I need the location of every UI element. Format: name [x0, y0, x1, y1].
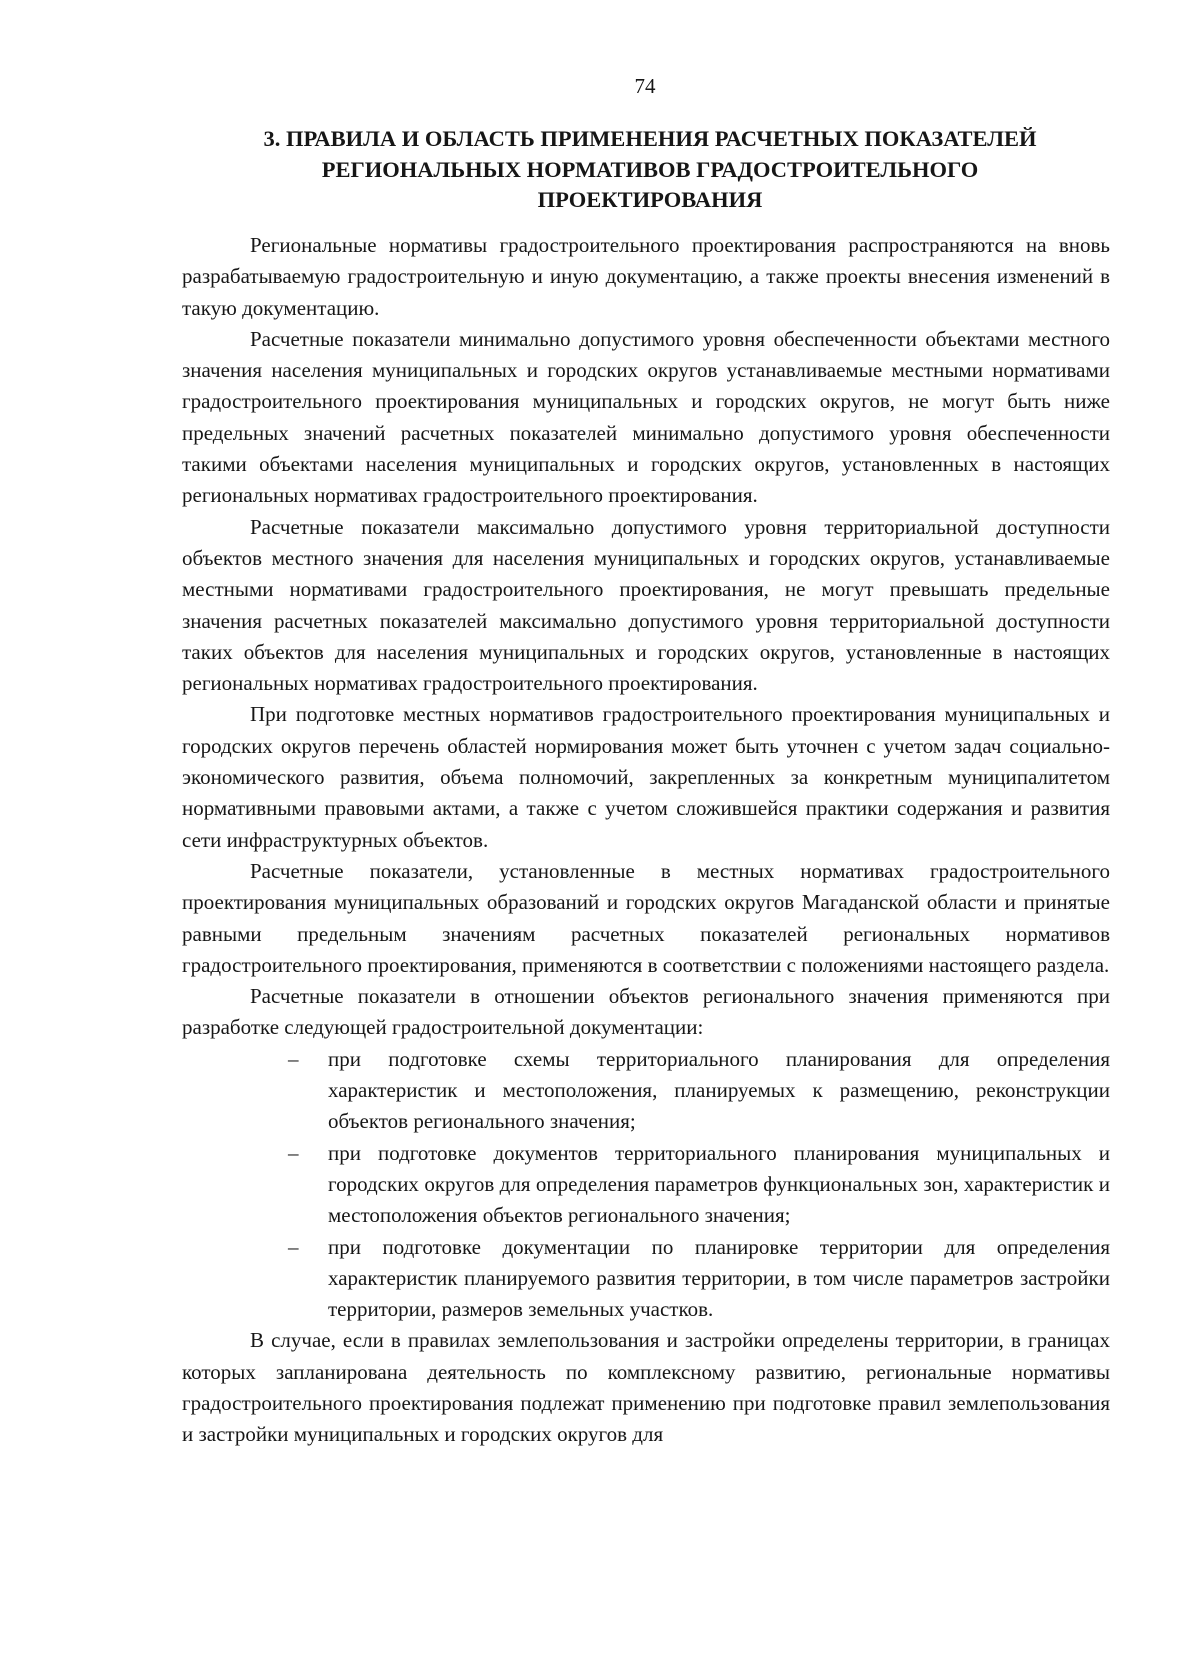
documentation-list: [288, 1044, 1110, 1326]
paragraph: При подготовке местных нормативов градостроительного проектирования муниципальных и городских округов перечень областей нормирования может быть уточнен с учетом задач социально-экономического развития, объема полномочий, закрепленных за конкретным муниципалитетом нормативными правовыми актами, а также с учетом сложившейся практики содержания и развития сети инфраструктурных объектов.: [182, 702, 1110, 852]
list-item-text: при подготовке документов территориального планирования муниципальных и городских округов для определения параметров функциональных зон, характеристик и местоположения объектов регионального значения;: [328, 1140, 1110, 1228]
paragraph: Расчетные показатели максимально допустимого уровня территориальной доступности объектов местного значения для населения муниципальных и городских округов, устанавливаемые местными нормативами градостроительного проектирования, не могут превышать предельные значения расчетных показателей максимально допустимого уровня территориальной доступности таких объектов для населения муниципальных и городских округов, установленные в настоящих региональных нормативах градостроительного проектирования.: [182, 514, 1110, 696]
list-item-text: при подготовке документации по планировке территории для определения характеристик планируемого развития территории, в том числе параметров застройки территории, размеров земельных участков.: [328, 1234, 1110, 1322]
paragraph: Расчетные показатели в отношении объектов регионального значения применяются при разработке следующей градостроительной документации:: [182, 984, 1110, 1040]
list-item: [288, 1044, 1110, 1138]
paragraph: Расчетные показатели минимально допустимого уровня обеспеченности объектами местного значения населения муниципальных и городских округов устанавливаемые местными нормативами градостроительного проектирования муниципальных и городских округов, не могут быть ниже предельных значений расчетных показателей минимально допустимого уровня обеспеченности такими объектами населения муниципальных и городских округов, установленных в настоящих региональных нормативах градостроительного проектирования.: [182, 326, 1110, 508]
section-title-line: ПРОЕКТИРОВАНИЯ: [537, 187, 763, 212]
paragraph: В случае, если в правилах землепользования и застройки определены территории, в границах которых запланирована деятельность по комплексному развитию, региональные нормативы градостроительного проектирования подлежат применению при подготовке правил землепользования и застройки муниципальных и городских округов для: [182, 1328, 1110, 1447]
page-number: 74: [634, 74, 656, 98]
section-title-line: 3. ПРАВИЛА И ОБЛАСТЬ ПРИМЕНЕНИЯ РАСЧЕТНЫХ ПОКАЗАТЕЛЕЙ: [263, 126, 1037, 151]
dash-marker: –: [288, 1140, 299, 1165]
dash-marker: –: [288, 1234, 299, 1259]
paragraph: Расчетные показатели, установленные в местных нормативах градостроительного проектирования муниципальных образований и городских округов Магаданской области и принятые равными предельным значениям расчетных показателей региональных нормативов градостроительного проектирования, применяются в соответствии с положениями настоящего раздела.: [182, 858, 1110, 977]
section-title-line: РЕГИОНАЛЬНЫХ НОРМАТИВОВ ГРАДОСТРОИТЕЛЬНОГО: [321, 156, 979, 182]
list-item: [288, 1138, 1110, 1232]
paragraph: Региональные нормативы градостроительного проектирования распространяются на вновь разрабатываемую градостроительную и иную документацию, а также проекты внесения изменений в такую документацию.: [182, 233, 1110, 320]
section-body: [182, 230, 1110, 1451]
section-title: [200, 124, 1100, 216]
list-item-text: при подготовке схемы территориального планирования для определения характеристик и местоположения, планируемых к размещению, реконструкции объектов регионального значения;: [328, 1046, 1110, 1134]
dash-marker: –: [288, 1046, 299, 1071]
list-item: [288, 1232, 1110, 1326]
